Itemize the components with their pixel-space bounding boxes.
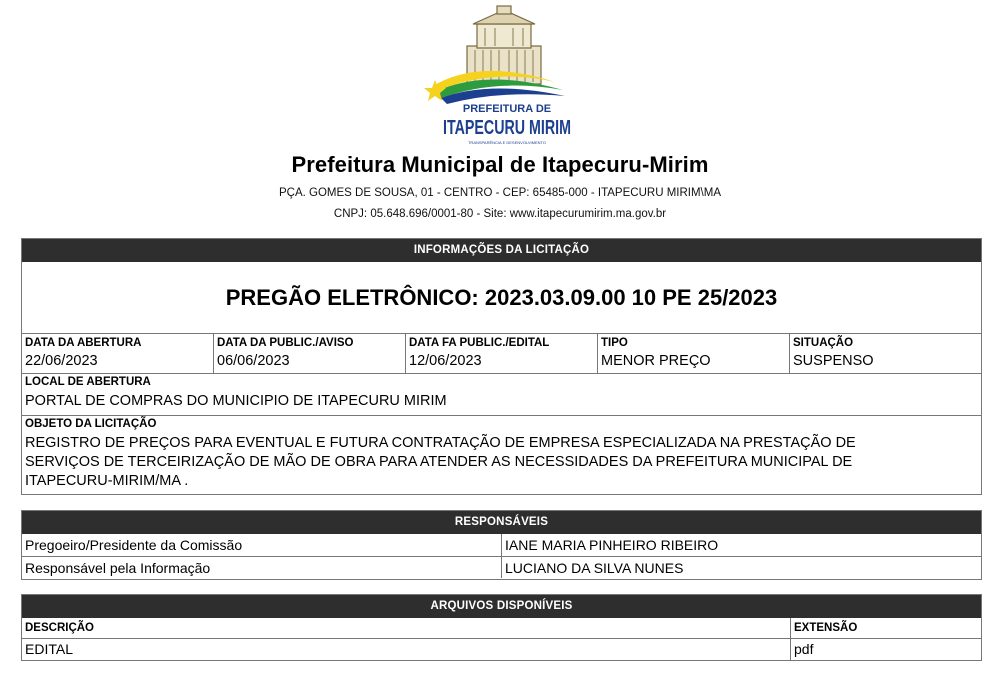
field-value: 06/06/2023 [217, 353, 290, 369]
table-row [22, 534, 981, 556]
field-value: MENOR PREÇO [601, 353, 711, 369]
field-label: DATA DA ABERTURA [25, 337, 142, 349]
files-panel [21, 594, 982, 661]
bid-info-header: INFORMAÇÕES DA LICITAÇÃO [22, 239, 981, 262]
file-row[interactable] [22, 639, 981, 660]
responsibles-table [22, 534, 981, 578]
column-header-extension: EXTENSÃO [794, 622, 858, 634]
opening-location-value: PORTAL DE COMPRAS DO MUNICIPIO DE ITAPECURU MIRIM [25, 393, 447, 409]
logo-tagline: TRANSPARÊNCIA E DESENVOLVIMENTO [467, 140, 547, 145]
responsible-name: LUCIANO DA SILVA NUNES [505, 560, 684, 576]
files-header: ARQUIVOS DISPONÍVEIS [22, 595, 981, 618]
bid-object-line: SERVIÇOS DE TERCEIRIZAÇÃO DE MÃO DE OBRA PARA ATENDER AS NECESSIDADES DA PREFEITURA MUNICIPAL DE [25, 454, 853, 470]
organization-cnpj-site: CNPJ: 05.648.696/0001-80 - Site: www.itapecurumirim.ma.gov.br [333, 208, 667, 220]
opening-location-block [22, 374, 981, 416]
bid-object-block [22, 416, 981, 491]
responsibles-header: RESPONSÁVEIS [22, 511, 981, 534]
responsible-name: IANE MARIA PINHEIRO RIBEIRO [505, 537, 719, 553]
file-extension: pdf [794, 641, 814, 657]
bid-title: PREGÃO ELETRÔNICO: 2023.03.09.00 10 PE 25/2023 [22, 262, 981, 334]
municipality-logo [425, 6, 575, 152]
logo-line2: ITAPECURU MIRIM [443, 117, 571, 139]
field-label: TIPO [601, 337, 628, 349]
organization-name: Prefeitura Municipal de Itapecuru-Mirim [291, 152, 709, 177]
field-edital-date [406, 334, 598, 373]
field-type [598, 334, 790, 373]
responsibles-panel [21, 510, 982, 580]
field-value: 12/06/2023 [409, 353, 482, 369]
files-table-header [22, 618, 981, 639]
responsible-role: Pregoeiro/Presidente da Comissão [22, 534, 502, 556]
table-row [22, 556, 981, 578]
bid-info-panel [21, 238, 982, 495]
bid-object-text [25, 434, 981, 491]
column-header-description: DESCRIÇÃO [22, 618, 791, 638]
field-notice-date [214, 334, 406, 373]
field-opening-date [22, 334, 214, 373]
organization-address: PÇA. GOMES DE SOUSA, 01 - CENTRO - CEP: 65485-000 - ITAPECURU MIRIM\MA [279, 187, 721, 199]
field-value: 22/06/2023 [25, 353, 98, 369]
bid-fields-row [22, 334, 981, 374]
field-label: SITUAÇÃO [793, 337, 854, 349]
field-status [790, 334, 981, 373]
field-value: SUSPENSO [793, 353, 874, 369]
opening-location-label: LOCAL DE ABERTURA [25, 376, 151, 388]
bid-object-line: REGISTRO DE PREÇOS PARA EVENTUAL E FUTURA CONTRATAÇÃO DE EMPRESA ESPECIALIZADA NA PRESTAÇÃO DE [25, 435, 856, 451]
bid-object-line: ITAPECURU-MIRIM/MA . [25, 473, 189, 489]
field-label: DATA DA PUBLIC./AVISO [217, 337, 354, 349]
field-label: DATA FA PUBLIC./EDITAL [409, 337, 550, 349]
bid-object-label: OBJETO DA LICITAÇÃO [25, 418, 157, 430]
responsible-role: Responsável pela Informação [22, 557, 502, 578]
file-description[interactable]: EDITAL [22, 639, 791, 660]
logo-line1: PREFEITURA DE [462, 103, 552, 115]
